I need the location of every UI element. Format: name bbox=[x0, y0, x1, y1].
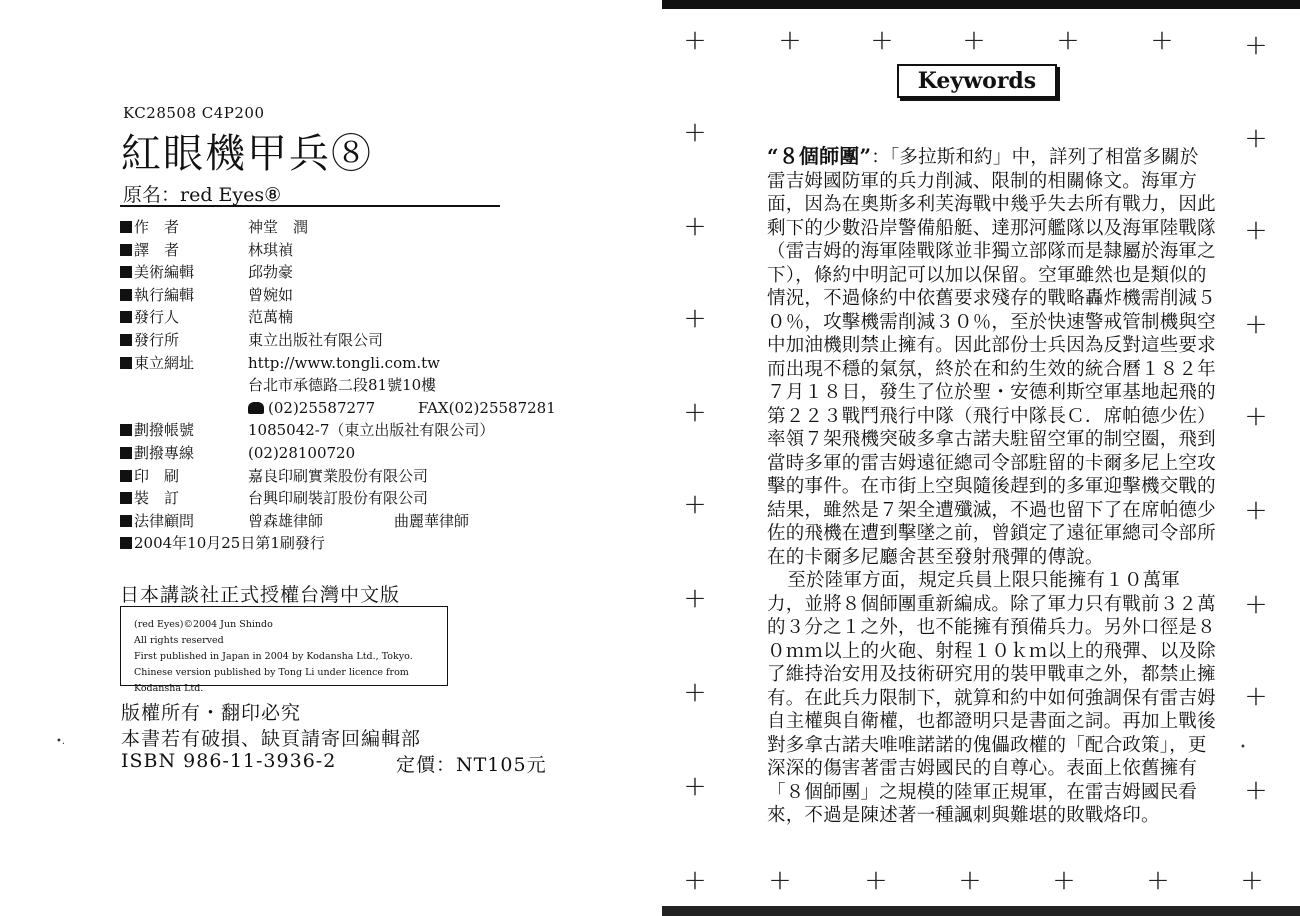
bullet-square-icon bbox=[120, 266, 132, 278]
plus-icon: + bbox=[1146, 863, 1170, 896]
credit-label: 美術編輯 bbox=[134, 263, 195, 282]
credit-row bbox=[120, 261, 590, 284]
credit-value: 嘉良印刷實業股份有限公司 bbox=[248, 466, 429, 485]
plus-icon: + bbox=[683, 115, 707, 148]
credit-row bbox=[120, 239, 590, 262]
website-url: http://www.tongli.com.tw bbox=[248, 353, 440, 372]
credit-value: 曾婉如 bbox=[248, 285, 294, 304]
credit-row bbox=[120, 306, 590, 329]
credit-value: (02)28100720 bbox=[248, 443, 356, 462]
credit-row bbox=[120, 465, 590, 488]
plus-icon: + bbox=[683, 209, 707, 242]
credit-value: 林琪禎 bbox=[248, 240, 294, 259]
credit-value: 1085042-7（東立出版社有限公司） bbox=[248, 421, 495, 440]
plus-icon: + bbox=[962, 23, 986, 56]
credit-row bbox=[120, 442, 590, 465]
bullet-square-icon bbox=[120, 357, 132, 369]
bullet-square-icon bbox=[120, 447, 132, 459]
credit-label: 發行所 bbox=[134, 330, 180, 349]
edition-date: 2004年10月25日第1刷發行 bbox=[134, 534, 325, 553]
plus-icon: + bbox=[1244, 773, 1268, 806]
paragraph-text: ：「多拉斯和約」中，詳列了相當多關於雷吉姆國防軍的兵力削減、限制的相關條文。海軍方面，因為在奧斯多利芙海戰中幾乎失去所有戰力，因此剩下的少數沿岸警備船艇、達那河艦隊以及海軍陸戰隊（雷吉姆的海軍陸戰隊並非獨立部隊而是隸屬於海軍之下），條約中明記可以加以保留。空軍雖然也是類似的情況，不過條約中依舊要求殘存的戰略轟炸機需削減５０％，攻擊機需削減３０％，至於快速警戒管制機與空中加油機則禁止擁有。因此部份士兵因為反對這些要求而出現不穩的氣氛，終於在和約生效的統合曆１８２年７月１８日，發生了位於聖・安德利斯空軍基地起飛的第２２３戰鬥飛行中隊（飛行中隊長Ｃ．席帕德少佐）率領７架飛機突破多拿古諾夫駐留空軍的制空圈，飛到當時多軍的雷吉姆遠征總司令部駐留的卡爾多尼上空攻擊的事件。在市街上空與隨後趕到的多軍迎擊機交戰的結果，雖然是７架全遭殲滅，不過也留下了在席帕德少佐的飛機在遭到擊墜之前，曾鎖定了遠征軍總司令部所在的卡爾多尼廳舍甚至發射飛彈的傳說。 bbox=[767, 147, 1216, 568]
plus-icon: + bbox=[1052, 863, 1076, 896]
telephone-icon bbox=[248, 402, 264, 414]
credit-row bbox=[120, 487, 590, 510]
phone-number: (02)25587277 bbox=[268, 398, 376, 417]
original-name: 原名：red Eyes⑧ bbox=[123, 184, 282, 206]
credit-row bbox=[120, 419, 590, 442]
plus-icon: + bbox=[683, 675, 707, 708]
title-divider bbox=[120, 205, 500, 207]
bullet-square-icon bbox=[120, 244, 132, 256]
keywords-heading: Keywords bbox=[897, 64, 1057, 98]
credit-row bbox=[120, 374, 590, 397]
credit-label: 執行編輯 bbox=[134, 285, 195, 304]
credit-label: 作 者 bbox=[134, 218, 180, 236]
credit-label: 劃撥帳號 bbox=[134, 421, 195, 440]
credit-value: 東立出版社有限公司 bbox=[248, 330, 384, 349]
plus-icon: + bbox=[683, 301, 707, 334]
legal-advisor-2: 曲麗華律師 bbox=[394, 511, 470, 530]
credit-label: 發行人 bbox=[134, 308, 180, 327]
plus-icon: + bbox=[683, 395, 707, 428]
book-code: KC28508 C4P200 bbox=[123, 104, 265, 122]
copyright-line: All rights reserved bbox=[134, 635, 224, 646]
credit-row bbox=[120, 284, 590, 307]
price: 定價：NT105元 bbox=[396, 754, 547, 776]
plus-icon: + bbox=[864, 863, 888, 896]
credit-label: 東立網址 bbox=[134, 353, 195, 372]
plus-icon: + bbox=[683, 769, 707, 802]
plus-icon: + bbox=[870, 23, 894, 56]
legal-advisor-1: 曾森雄律師 bbox=[248, 511, 324, 530]
plus-icon: + bbox=[683, 487, 707, 520]
bullet-square-icon bbox=[120, 470, 132, 482]
article-paragraph: 至於陸軍方面，規定兵員上限只能擁有１０萬軍力，並將８個師團重新編成。除了軍力只有戰前３２萬的３分之１之外，也不能擁有預備兵力。另外口徑是８０ｍｍ以上的火砲、射程１０ｋｍ以上的飛彈、以及除了維持治安用及技術研究用的裝甲戰車之外，都禁止擁有。在此兵力限制下，就算和約中如何強調保有雷吉姆自主權與自衛權，也都證明只是書面之詞。再加上戰後對多拿古諾夫唯唯諾諾的傀儡政權的「配合政策」，更深深的傷害著雷吉姆國民的自尊心。表面上依舊擁有「８個師團」之規模的陸軍正規軍，在雷吉姆國民看來，不過是陳述著一種諷刺與難堪的敗戰烙印。 bbox=[767, 570, 1216, 826]
copyright-line: (red Eyes)©2004 Jun Shindo bbox=[134, 619, 273, 630]
credit-value: 范萬楠 bbox=[248, 308, 294, 327]
rights-reserved: 版權所有・翻印必究 bbox=[121, 702, 302, 724]
plus-icon: + bbox=[683, 863, 707, 896]
keyword-term: “８個師團” bbox=[767, 144, 872, 168]
top-border-bar bbox=[662, 0, 1300, 9]
plus-icon: + bbox=[1056, 23, 1080, 56]
plus-icon: + bbox=[683, 23, 707, 56]
bullet-square-icon bbox=[120, 221, 132, 233]
copyright-line: Chinese version published by Tong Li under licence from Kodansha Ltd. bbox=[134, 667, 409, 694]
scan-speck: • bbox=[1240, 742, 1246, 753]
credit-label: 譯 者 bbox=[134, 240, 180, 259]
credit-label: 裝 訂 bbox=[134, 489, 180, 508]
copyright-box bbox=[120, 606, 448, 694]
credit-row bbox=[120, 510, 590, 533]
credit-row bbox=[120, 352, 590, 375]
credit-label: 法律顧問 bbox=[134, 511, 195, 530]
license-statement: 日本講談社正式授權台灣中文版 bbox=[120, 584, 401, 606]
keyword-article bbox=[767, 145, 1217, 828]
bullet-square-icon bbox=[120, 492, 132, 504]
credits-list bbox=[120, 216, 590, 555]
plus-icon: + bbox=[958, 863, 982, 896]
article-paragraph bbox=[767, 145, 1217, 569]
plus-icon: + bbox=[768, 863, 792, 896]
plus-icon: + bbox=[1244, 493, 1268, 526]
plus-icon: + bbox=[1244, 213, 1268, 246]
credit-label: 劃撥專線 bbox=[134, 443, 195, 462]
credit-value: 邱勃豪 bbox=[248, 263, 294, 282]
plus-icon: + bbox=[1240, 863, 1264, 896]
return-notice: 本書若有破損、缺頁請寄回編輯部 bbox=[121, 728, 422, 750]
bottom-border-bar bbox=[662, 906, 1300, 916]
credit-row bbox=[120, 329, 590, 352]
plus-icon: + bbox=[1244, 679, 1268, 712]
plus-icon: + bbox=[683, 581, 707, 614]
plus-icon: + bbox=[1244, 587, 1268, 620]
credit-value: 台興印刷裝訂股份有限公司 bbox=[248, 489, 429, 508]
plus-icon: + bbox=[1244, 28, 1268, 61]
copyright-line: First published in Japan in 2004 by Kodansha Ltd., Tokyo. bbox=[134, 651, 413, 662]
book-title: 紅眼機甲兵⑧ bbox=[121, 131, 373, 177]
bullet-square-icon bbox=[120, 289, 132, 301]
credit-value: 神堂 潤 bbox=[248, 218, 309, 236]
plus-icon: + bbox=[1244, 121, 1268, 154]
isbn-price-line bbox=[121, 750, 551, 776]
bullet-square-icon bbox=[120, 311, 132, 323]
fax-number: FAX(02)25587281 bbox=[418, 398, 556, 417]
bullet-square-icon bbox=[120, 537, 132, 549]
plus-icon: + bbox=[1150, 23, 1174, 56]
scan-speck: •. bbox=[56, 736, 66, 747]
bullet-square-icon bbox=[120, 515, 132, 527]
publisher-address: 台北市承德路二段81號10樓 bbox=[248, 376, 437, 395]
plus-icon: + bbox=[1244, 307, 1268, 340]
credit-row bbox=[120, 397, 590, 420]
bullet-square-icon bbox=[120, 334, 132, 346]
plus-icon: + bbox=[778, 23, 802, 56]
credit-row bbox=[120, 532, 590, 555]
credit-row bbox=[120, 216, 590, 239]
bullet-square-icon bbox=[120, 424, 132, 436]
isbn: ISBN 986-11-3936-2 bbox=[121, 750, 337, 772]
credit-label: 印 刷 bbox=[134, 466, 180, 485]
plus-icon: + bbox=[1244, 399, 1268, 432]
